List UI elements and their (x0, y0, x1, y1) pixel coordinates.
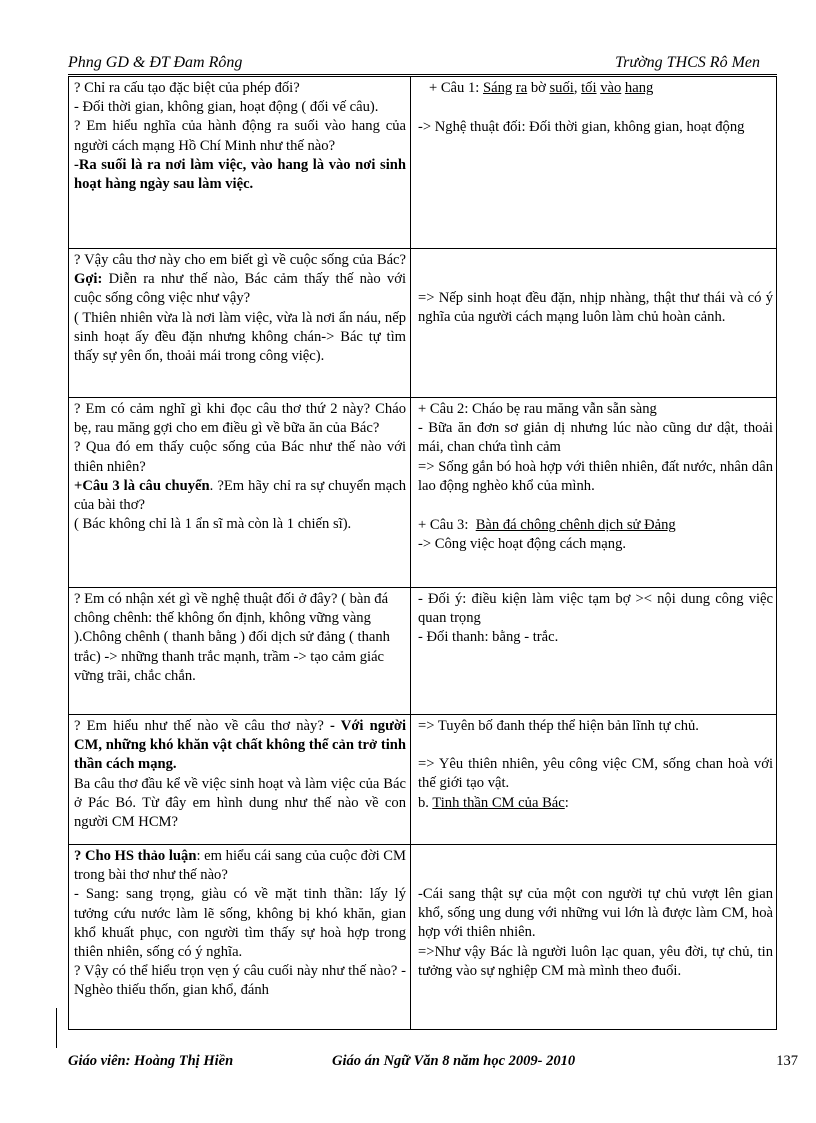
left-cell (74, 847, 406, 1001)
question-text: ? Em hiểu nghĩa của hành động ra suối vào hang của người cách mạng Hồ Chí Minh như thế nào? (74, 118, 406, 154)
transition-label: +Câu 3 là câu chuyển (74, 477, 210, 494)
header-rule (68, 74, 777, 75)
left-cell (74, 400, 406, 534)
table-row (69, 248, 776, 398)
underlined-word: tối (581, 80, 597, 96)
question-text (74, 717, 406, 775)
page-footer (68, 1053, 798, 1075)
margin-rule (56, 1008, 57, 1048)
question-part: ? Em hiểu như thế nào về câu thơ này? (74, 718, 330, 734)
answer-text: - Đối thời gian, không gian, hoạt động ( đối vế câu). (74, 99, 379, 116)
question-part: Diễn ra như thế nào, Bác cảm thấy thế nào với cuộc sống công việc như vậy? (74, 271, 406, 307)
answer-bold-text: -Ra suối là ra nơi làm việc, vào hang là vào nơi sinh hoạt hàng ngày sau làm việc. (74, 156, 406, 193)
left-cell (74, 251, 406, 366)
underlined-word: vào (600, 80, 622, 96)
header-school-dept: Phng GD & ĐT Đam Rông (68, 54, 243, 71)
right-cell (418, 717, 773, 813)
question-text: ? Chỉ ra cấu tạo đặc biệt của phép đối? (74, 80, 300, 96)
right-cell (418, 400, 773, 554)
verse-line-1: + Câu 1: Sáng ra bờ suối, tối vào hang (418, 80, 654, 96)
table-row (69, 587, 776, 718)
left-cell (74, 717, 406, 832)
answer-bold-text: - Với người CM, những khó khăn vật chất không thể cản trở tinh thần cách mạng. (74, 718, 406, 773)
footer-teacher: Giáo viên: Hoàng Thị Hiền (68, 1053, 234, 1069)
underlined-word: hang (624, 80, 654, 96)
right-cell (418, 885, 773, 981)
transition-question (74, 477, 406, 515)
lesson-table (68, 76, 777, 1030)
analysis-text: =>Như vậy Bác là người luôn lạc quan, yêu đời, tự chủ, tin tưởng vào sự nghiệp CM mà mình theo đuổi. (418, 943, 773, 979)
right-cell (418, 79, 773, 137)
right-cell (418, 590, 773, 648)
answer-text: ( Thiên nhiên vừa là nơi làm việc, vừa là nơi ẩn náu, nếp sinh hoạt ấy đều đặn nhưng không chán-> Bác tự tìm thấy sự yên ổn, thoải mái trong công việc). (74, 309, 406, 365)
heading-colon: : (564, 794, 569, 811)
analysis-text: -> Công việc hoạt động cách mạng. (418, 536, 627, 553)
answer-text: ( Bác không chỉ là 1 ẩn sĩ mà còn là 1 chiến sĩ). (74, 516, 352, 533)
question-text: ? Qua đó em thấy cuộc sống của Bác như thế nào với thiên nhiên? (74, 439, 406, 475)
discussion-question (74, 847, 406, 885)
question-text (74, 251, 406, 309)
analysis-text: => Tuyên bố đanh thép thể hiện bản lĩnh tự chủ. (418, 718, 699, 734)
analysis-text: -Cái sang thật sự của một con người tự chủ vượt lên gian khổ, sống ung dung với những vui lớn là được làm CM, hoà hợp với thiên nhiên. (418, 886, 773, 941)
page-header (68, 54, 760, 76)
right-cell (418, 289, 773, 327)
section-heading (418, 794, 773, 813)
underlined-verse: Bàn đá chông chênh dịch sử Đảng (475, 517, 676, 534)
question-text: ? Vậy có thể hiểu trọn vẹn ý câu cuối này như thế nào? - Nghèo thiếu thốn, gian khổ, đánh (74, 963, 406, 999)
question-part: : em hiểu cái sang của cuộc đời CM trong bài thơ như thế nào? (74, 848, 407, 884)
page-number: 137 (776, 1053, 798, 1069)
left-cell (74, 79, 406, 194)
analysis-text: => Nếp sinh hoạt đều đặn, nhịp nhàng, thật thư thái và có ý nghĩa của người cách mạng luôn làm chủ hoàn cảnh. (418, 290, 773, 326)
verse-line-3 (418, 516, 773, 535)
analysis-text: => Yêu thiên nhiên, yêu công việc CM, sống chan hoà với thế giới tạo vật. (418, 756, 773, 792)
discussion-label: ? Cho HS thảo luận (74, 848, 197, 864)
analysis-text: => Sống gắn bó hoà hợp với thiên nhiên, đất nước, nhân dân lao động nghèo khổ của mình. (418, 458, 773, 494)
question-text: ? Em có cảm nghĩ gì khi đọc câu thơ thứ 2 này? Cháo bẹ, rau măng gợi cho em điều gì về bữa ăn của Bác? (74, 401, 406, 437)
analysis-text: - Bữa ăn đơn sơ giản dị nhưng lúc nào cũng dư dật, thoải mái, chan chứa tình cảm (418, 420, 773, 456)
question-text: ? Em có nhận xét gì về nghệ thuật đối ở đây? ( bàn đá chông chênh: thế không ổn định, không vững vàng ).Chông chênh ( thanh bằng ) đối dịch sử đảng ( thanh trắc) -> những thanh trắc mạnh, trầm -> tạo cảm giác vững trãi, chắc chắn. (74, 591, 390, 684)
answer-text: - Sang: sang trọng, giàu có về mặt tinh thần: lấy lý tưởng cứu nước làm lẽ sống, không bị khó khăn, gian khổ khuất phục, con người tìm thấy sự hoà hợp trong thiên nhiên, sống có ý nghĩa. (74, 886, 406, 961)
header-school-name: Trường THCS Rô Men (615, 54, 760, 71)
left-cell (74, 590, 406, 686)
section-letter: b. (418, 794, 433, 811)
analysis-text: - Đối ý: điều kiện làm việc tạm bợ >< nội dung công việc quan trọng (418, 591, 773, 627)
footer-lesson-plan: Giáo án Ngữ Văn 8 năm học 2009- 2010 (332, 1053, 576, 1069)
table-row (69, 844, 776, 1031)
verse-line-2: + Câu 2: Cháo bẹ rau măng vẫn sẵn sàng (418, 401, 657, 417)
question-text: Ba câu thơ đầu kể về việc sinh hoạt và làm việc của Bác ở Pác Bó. Từ đây em hình dung như thế nào về con người CM HCM? (74, 775, 406, 831)
hint-label: Gợi: (74, 271, 103, 288)
underlined-heading: Tinh thần CM của Bác (432, 794, 565, 811)
underlined-word: suối (549, 80, 574, 96)
analysis-text: -> Nghệ thuật đối: Đối thời gian, không gian, hoạt động (418, 119, 745, 136)
question-part: ? Vậy câu thơ này cho em biết gì về cuộc sống của Bác? (74, 252, 406, 268)
underlined-word: ra (515, 80, 528, 96)
plain-word: bờ (530, 80, 546, 96)
table-row (69, 714, 776, 845)
question-part: . ?Em hãy chỉ ra sự chuyển mạch của bài thơ? (74, 477, 406, 514)
analysis-text: - Đối thanh: bằng - trắc. (418, 629, 559, 646)
underlined-word: Sáng (482, 80, 513, 96)
verse-label: + Câu 3: (418, 517, 476, 534)
verse-label: + Câu 1: (418, 80, 483, 96)
